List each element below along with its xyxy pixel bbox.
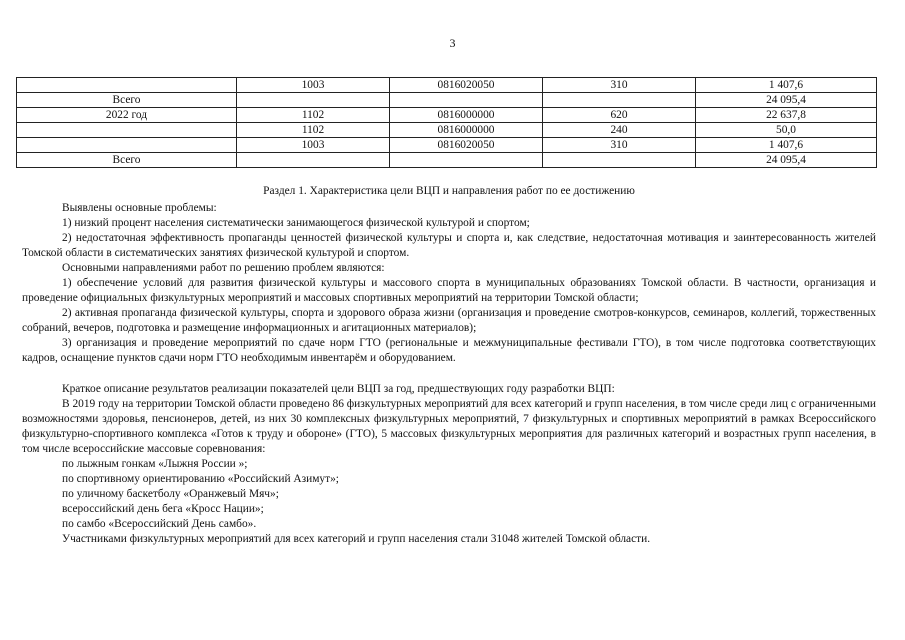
competition-item: по лыжным гонкам «Лыжня России »;: [62, 458, 248, 470]
section-body: [22, 184, 876, 547]
competition-item: по уличному баскетболу «Оранжевый Мяч»;: [62, 488, 279, 500]
participants-summary: Участниками физкультурных мероприятий для всех категорий и групп населения стали 31048 жителей Томской области.: [62, 533, 651, 545]
problems-intro: Выявлены основные проблемы:: [62, 202, 217, 214]
table-cell: [237, 93, 390, 108]
table-row: [17, 108, 877, 123]
table-cell: [17, 123, 237, 138]
table-cell: 0816000000: [390, 108, 543, 123]
budget-table: [16, 77, 877, 168]
table-cell: 1003: [237, 78, 390, 93]
table-cell: 22 637,8: [696, 108, 877, 123]
table-row: [17, 153, 877, 168]
direction-item: 1) обеспечение условий для развития физической культуры и массового спорта в муниципальных образованиях Томской области. В частности, организация и проведение официальных физкультурных мероприятий и массовых спортивных мероприятий на территории Томской области;: [22, 277, 876, 304]
table-cell: 310: [543, 138, 696, 153]
table-cell: [543, 153, 696, 168]
problem-item: 1) низкий процент населения систематически занимающегося физической культурой и спортом;: [62, 217, 530, 229]
table-cell: Всего: [17, 93, 237, 108]
table-cell: [390, 93, 543, 108]
competition-item: по спортивному ориентированию «Российский Азимут»;: [62, 473, 339, 485]
table-row: [17, 78, 877, 93]
table-cell: 2022 год: [17, 108, 237, 123]
table-cell: 240: [543, 123, 696, 138]
results-intro: Краткое описание результатов реализации показателей цели ВЦП за год, предшествующих году разработки ВЦП:: [62, 383, 615, 395]
table-cell: 620: [543, 108, 696, 123]
table-cell: 0816000000: [390, 123, 543, 138]
table-cell: 24 095,4: [696, 93, 877, 108]
direction-item: 2) активная пропаганда физической культуры, спорта и здорового образа жизни (организация и проведение смотров-конкурсов, семинаров, коллегий, торжественных собраний, вечеров, подготовка и размещение информационных и агитационных материалов);: [22, 307, 876, 334]
table-cell: [543, 93, 696, 108]
table-cell: 0816020050: [390, 138, 543, 153]
table-cell: [17, 78, 237, 93]
table-cell: 1003: [237, 138, 390, 153]
table-row: [17, 138, 877, 153]
table-cell: 1 407,6: [696, 78, 877, 93]
competition-item: по самбо «Всероссийский День самбо».: [62, 518, 257, 530]
direction-item: 3) организация и проведение мероприятий по сдаче норм ГТО (региональные и межмуниципальные фестивали ГТО), в том числе подготовка соответствующих кадров, оснащение пунктов сдачи норм ГТО необходимым инвентарём и оборудованием.: [22, 337, 876, 364]
page-number: 3: [449, 36, 456, 50]
table-cell: 1102: [237, 108, 390, 123]
directions-intro: Основными направлениями работ по решению проблем являются:: [62, 262, 385, 274]
section-heading: Раздел 1. Характеристика цели ВЦП и направления работ по ее достижению: [263, 185, 635, 197]
table-cell: [390, 153, 543, 168]
results-paragraph: В 2019 году на территории Томской области проведено 86 физкультурных мероприятий для всех категорий и групп населения, в том числе среди лиц с ограниченными возможностями здоровья, пенсионеров, детей, из них 30 комплексных физкультурных мероприятий, 7 физкультурных и спортивных мероприятий в рамках Всероссийского физкультурно-спортивного комплекса «Готов к труду и обороне» (ГТО), 5 массовых физкультурных мероприятия для различных категорий и возрастных групп населения, в том числе всероссийские массовые соревнования:: [22, 398, 877, 455]
table-cell: 50,0: [696, 123, 877, 138]
table-row: [17, 93, 877, 108]
table-row: [17, 123, 877, 138]
competition-item: всероссийский день бега «Кросс Нации»;: [62, 503, 264, 515]
table-cell: Всего: [17, 153, 237, 168]
table-cell: [17, 138, 237, 153]
table-cell: 24 095,4: [696, 153, 877, 168]
table-cell: 310: [543, 78, 696, 93]
table-cell: 1 407,6: [696, 138, 877, 153]
table-cell: 0816020050: [390, 78, 543, 93]
table-cell: 1102: [237, 123, 390, 138]
table-cell: [237, 153, 390, 168]
problem-item: 2) недостаточная эффективность пропаганды ценностей физической культуры и спорта и, как следствие, недостаточная мотивация и заинтересованность жителей Томской области в систематических занятиях физической культурой и спортом.: [22, 232, 876, 259]
